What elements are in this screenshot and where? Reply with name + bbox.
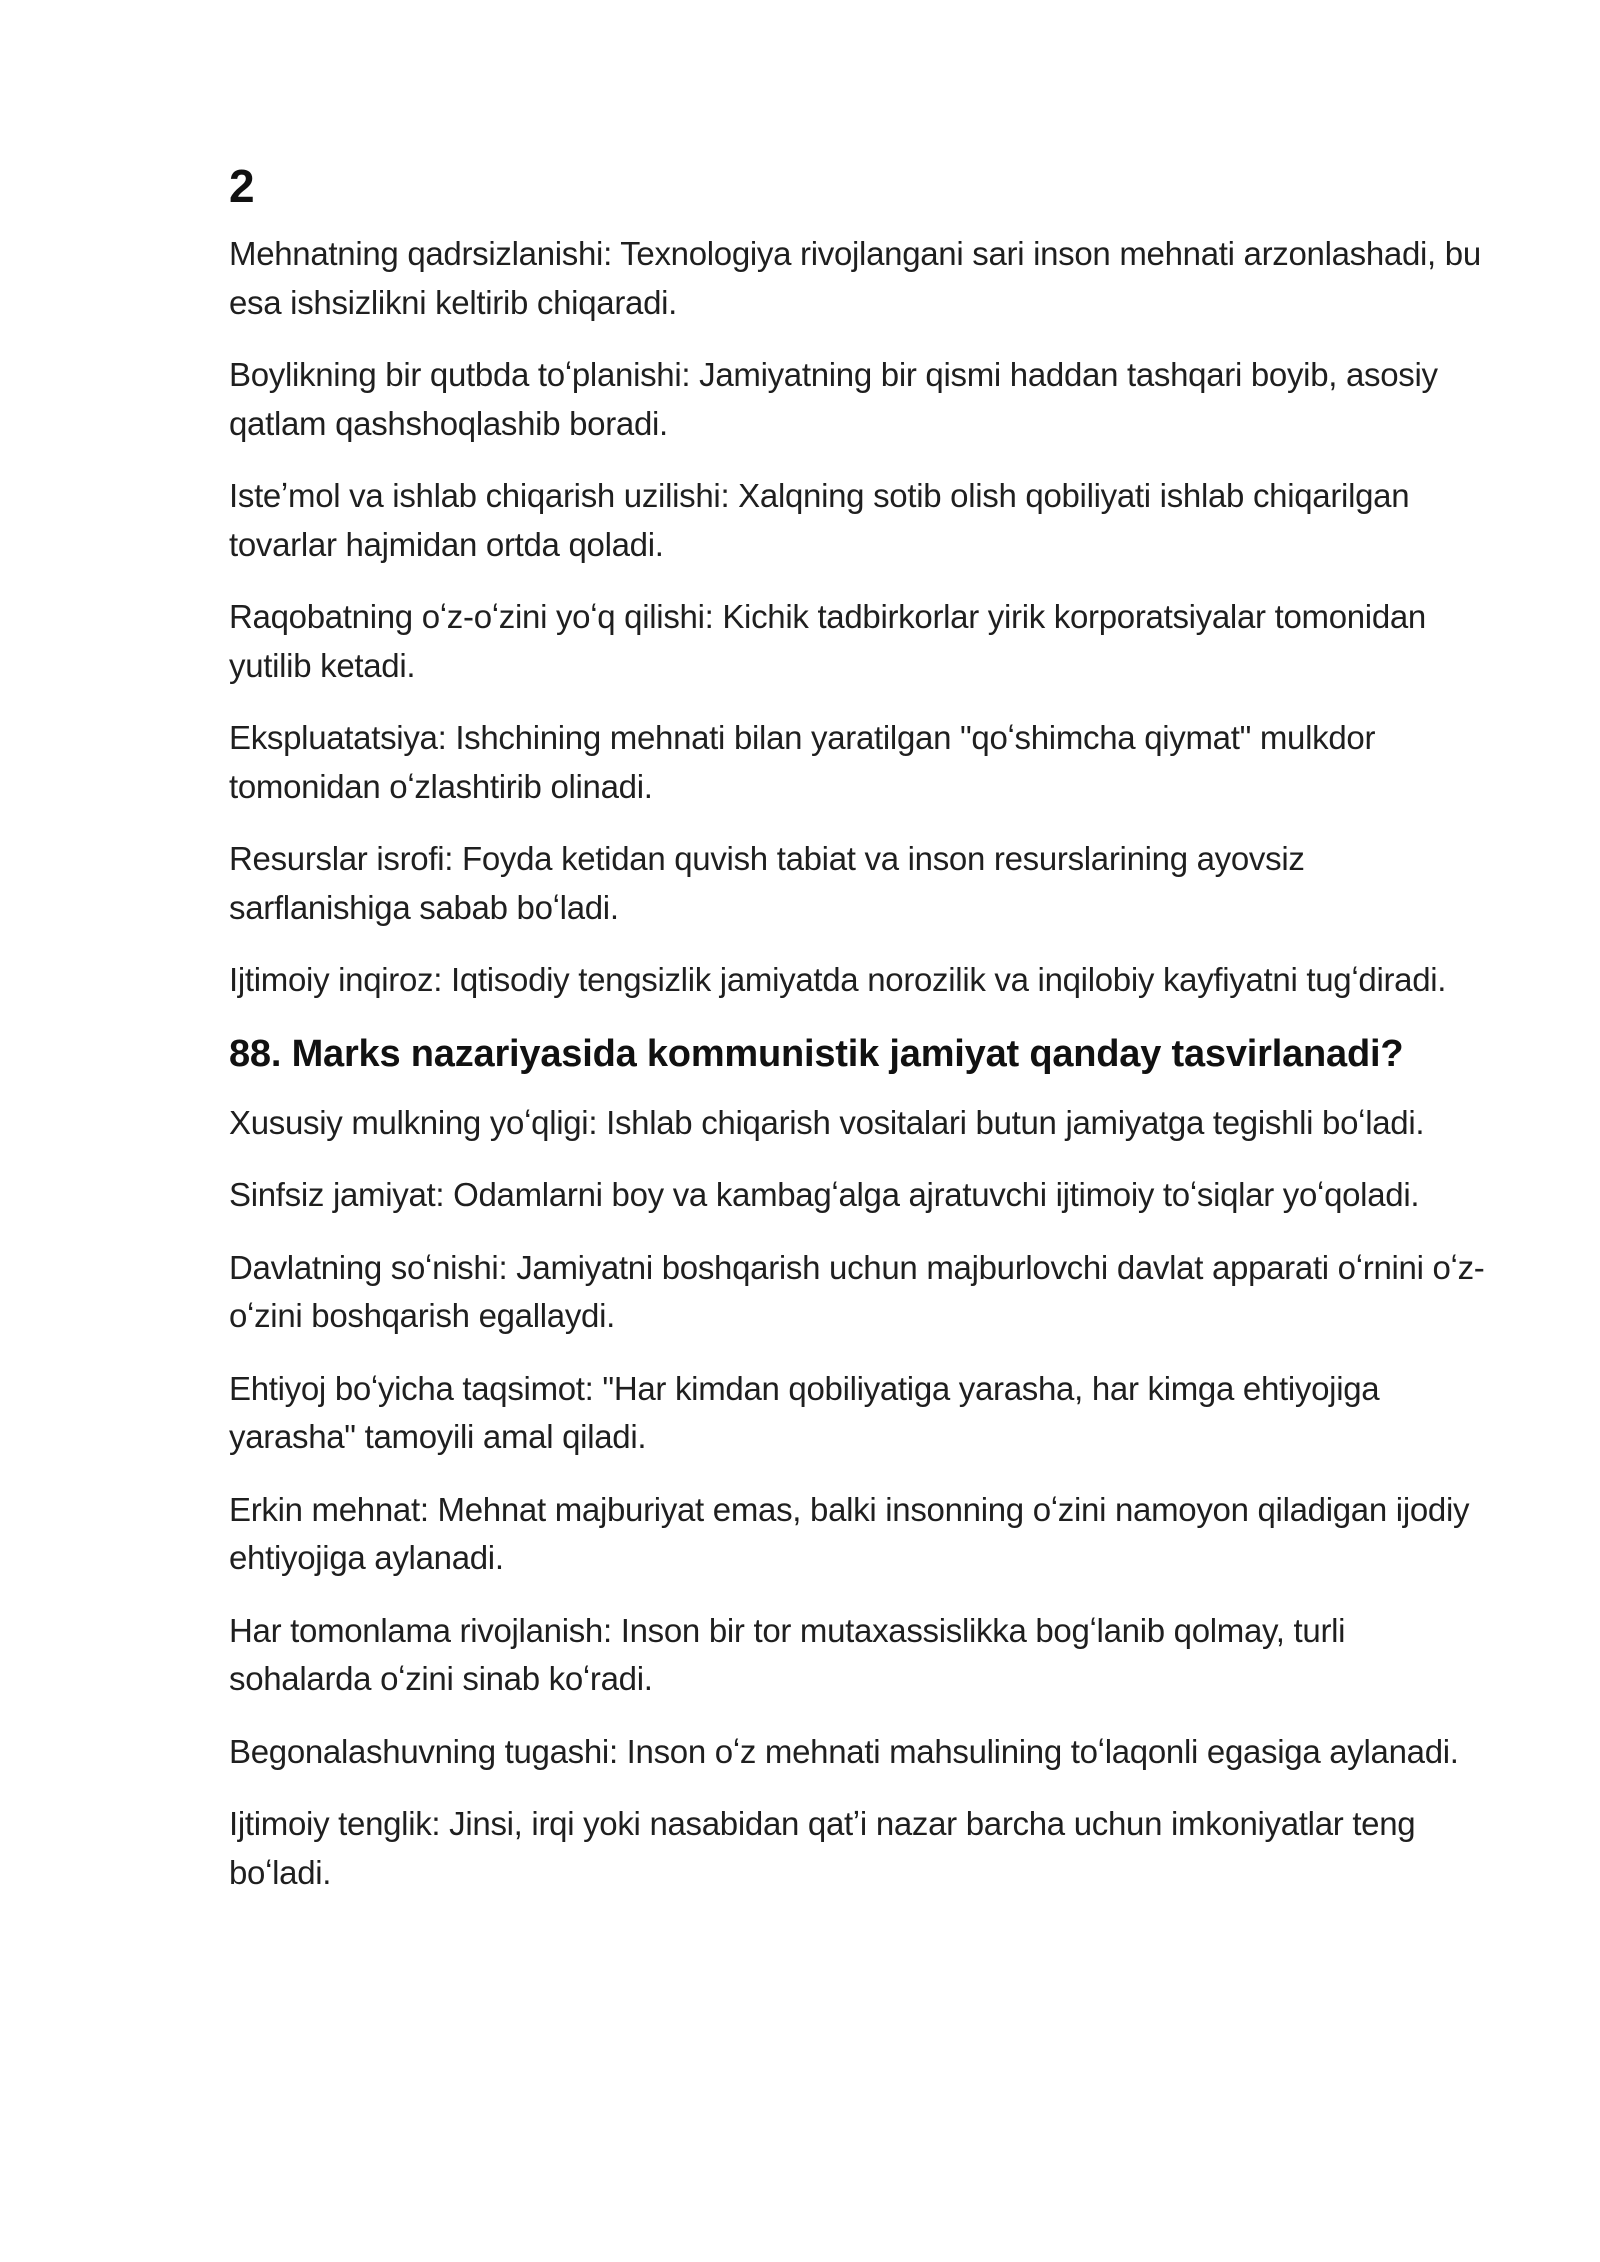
page-number: 2	[229, 160, 255, 212]
paragraph: Isteʼmol va ishlab chiqarish uzilishi: Xalqning sotib olish qobiliyati ishlab chiqarilgan tovarlar hajmidan ortda qoladi.	[229, 477, 1410, 563]
section-communist-society	[229, 1029, 1491, 1898]
paragraph: Begonalashuvning tugashi: Inson oʻz mehnati mahsulining toʻlaqonli egasiga aylanadi.	[229, 1732, 1459, 1770]
paragraph: Boylikning bir qutbda toʻplanishi: Jamiyatning bir qismi haddan tashqari boyib, asosiy qatlam qashshoqlashib boradi.	[229, 356, 1438, 442]
paragraph: Ekspluatatsiya: Ishchining mehnati bilan yaratilgan "qoʻshimcha qiymat" mulkdor tomonidan oʻzlashtirib olinadi.	[229, 719, 1376, 805]
paragraph: Sinfsiz jamiyat: Odamlarni boy va kambagʻalga ajratuvchi ijtimoiy toʻsiqlar yoʻqoladi.	[229, 1176, 1420, 1213]
paragraph: Resurslar isrofi: Foyda ketidan quvish tabiat va inson resurslarining ayovsiz sarflanishiga sabab boʻladi.	[229, 840, 1305, 926]
paragraph: Har tomonlama rivojlanish: Inson bir tor mutaxassislikka bogʻlanib qolmay, turli sohalarda oʻzini sinab koʻradi.	[229, 1611, 1346, 1697]
paragraph: Mehnatning qadrsizlanishi: Texnologiya rivojlangani sari inson mehnati arzonlashadi, bu esa ishsizlikni keltirib chiqaradi.	[229, 235, 1481, 321]
section-capitalism-contradictions	[229, 230, 1491, 1005]
document-page	[229, 158, 1491, 1921]
paragraph: Erkin mehnat: Mehnat majburiyat emas, balki insonning oʻzini namoyon qiladigan ijodiy ehtiyojiga aylanadi.	[229, 1490, 1470, 1576]
paragraph: Raqobatning oʻz-oʻzini yoʻq qilishi: Kichik tadbirkorlar yirik korporatsiyalar tomonidan yutilib ketadi.	[229, 598, 1426, 684]
section-heading: 88. Marks nazariyasida kommunistik jamiyat qanday tasvirlanadi?	[229, 1032, 1404, 1075]
paragraph: Ehtiyoj boʻyicha taqsimot: "Har kimdan qobiliyatiga yarasha, har kimga ehtiyojiga yarasha" tamoyili amal qiladi.	[229, 1369, 1380, 1455]
paragraph: Davlatning soʻnishi: Jamiyatni boshqarish uchun majburlovchi davlat apparati oʻrnini oʻz-oʻzini boshqarish egallaydi.	[229, 1248, 1485, 1334]
paragraph: Ijtimoiy tenglik: Jinsi, irqi yoki nasabidan qatʼi nazar barcha uchun imkoniyatlar teng boʻladi.	[229, 1805, 1416, 1891]
paragraph: Ijtimoiy inqiroz: Iqtisodiy tengsizlik jamiyatda norozilik va inqilobiy kayfiyatni tugʻdiradi.	[229, 961, 1447, 998]
paragraph: Xususiy mulkning yoʻqligi: Ishlab chiqarish vositalari butun jamiyatga tegishli boʻladi.	[229, 1103, 1425, 1141]
